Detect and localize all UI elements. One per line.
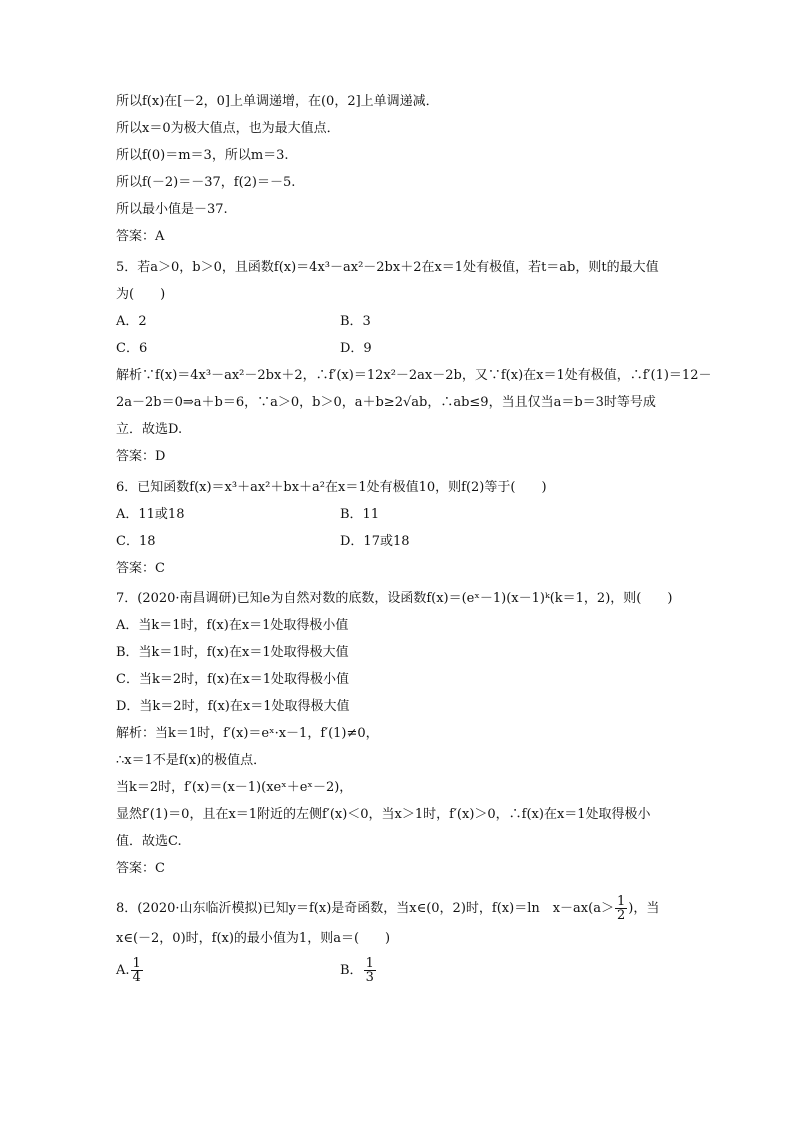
q6-option-row xyxy=(116,507,380,523)
q5-option-b: B．3 xyxy=(340,314,371,329)
solution-line: 显然f′(1)＝0，且在x＝1附近的左侧f′(x)＜0，当x＞1时，f′(x)＞0，∴f(x)在x＝1处取得极小 xyxy=(116,807,651,822)
question-5: 5．若a＞0，b＞0，且函数f(x)＝4x³－ax²－2bx＋2在x＝1处有极值，若t＝ab，则t的最大值 xyxy=(116,260,659,275)
q7-option-c: C．当k＝2时，f(x)在x＝1处取得极小值 xyxy=(116,672,349,687)
q7-option-a: A．当k＝1时，f(x)在x＝1处取得极小值 xyxy=(116,618,349,633)
solution-line: 当k＝2时，f′(x)＝(x－1)(xeˣ＋eˣ－2)， xyxy=(116,780,353,795)
option-fraction: $\frac{1}{4}$ xyxy=(132,956,141,985)
solution-line: ∴x＝1不是f(x)的极值点． xyxy=(116,753,267,768)
q5-option-c: C．6 xyxy=(116,341,148,356)
question-8 xyxy=(116,894,659,924)
text-line: 所以f(－2)＝－37，f(2)＝－5. xyxy=(116,175,296,190)
question-5-cont: 为( ) xyxy=(116,287,166,302)
answer-line: 答案：A xyxy=(116,229,165,244)
solution-line: 2a－2b＝0⇒a＋b＝6，∵a＞0，b＞0，a＋b≥2√ab，∴ab≤9，当且仅当a＝b＝3时等号成 xyxy=(116,395,656,410)
q5-option-d: D．9 xyxy=(340,341,372,356)
text-line: 所以最小值是－37. xyxy=(116,202,228,217)
q6-option-row xyxy=(116,534,410,550)
q5-option-row xyxy=(116,314,371,330)
q7-option-d: D．当k＝2时，f(x)在x＝1处取得极大值 xyxy=(116,699,350,714)
text-line: 所以f(0)＝m＝3，所以m＝3. xyxy=(116,148,289,163)
q7-option-b: B．当k＝1时，f(x)在x＝1处取得极大值 xyxy=(116,645,349,660)
q8-option-b: B． $\frac{1}{3}$ xyxy=(340,956,374,985)
q6-option-a: A．11或18 xyxy=(116,507,185,522)
solution-line: 值．故选C. xyxy=(116,834,182,849)
text-line: 所以x＝0为极大值点，也为最大值点． xyxy=(116,121,340,136)
question-6: 6．已知函数f(x)＝x³＋ax²＋bx＋a²在x＝1处有极值10，则f(2)等于( ) xyxy=(116,480,547,495)
q5-option-row xyxy=(116,341,372,357)
question-7: 7．(2020·南昌调研)已知e为自然对数的底数，设函数f(x)＝(eˣ－1)(x－1)ᵏ(k＝1，2)，则( ) xyxy=(116,591,673,606)
solution-line: 解析：当k＝1时，f′(x)＝eˣ·x－1，f′(1)≠0， xyxy=(116,726,379,741)
q8-option-a: A. $\frac{1}{4}$ xyxy=(116,956,141,985)
fraction-denominator: 2 xyxy=(616,908,626,923)
q8-option-row xyxy=(116,956,374,986)
option-fraction: $\frac{1}{3}$ xyxy=(365,956,374,985)
q6-option-c: C．18 xyxy=(116,534,156,549)
q5-option-a: A．2 xyxy=(116,314,147,329)
q8-text-end: )，当 xyxy=(628,901,660,916)
answer-line: 答案：D xyxy=(116,449,166,464)
fraction-numerator: 1 xyxy=(616,894,626,909)
answer-line: 答案：C xyxy=(116,561,165,576)
q6-option-b: B．11 xyxy=(340,507,380,522)
q6-option-d: D．17或18 xyxy=(340,534,410,549)
answer-line: 答案：C xyxy=(116,861,165,876)
solution-line: 立．故选D. xyxy=(116,422,183,437)
question-8-cont: x∈(－2，0)时，f(x)的最小值为1，则a＝( ) xyxy=(116,931,391,946)
solution-line: 解析∵f(x)＝4x³－ax²－2bx＋2，∴f′(x)＝12x²－2ax－2b，又∵f(x)在x＝1处有极值，∴f′(1)＝12－ xyxy=(116,368,712,383)
q8-text: 8．(2020·山东临沂模拟)已知y＝f(x)是奇函数，当x∈(0，2)时，f(x)＝ln x－ax(a＞ xyxy=(116,901,614,916)
text-line: 所以f(x)在[－2，0]上单调递增，在(0，2]上单调递减． xyxy=(116,94,439,109)
q8-fraction xyxy=(615,895,627,922)
